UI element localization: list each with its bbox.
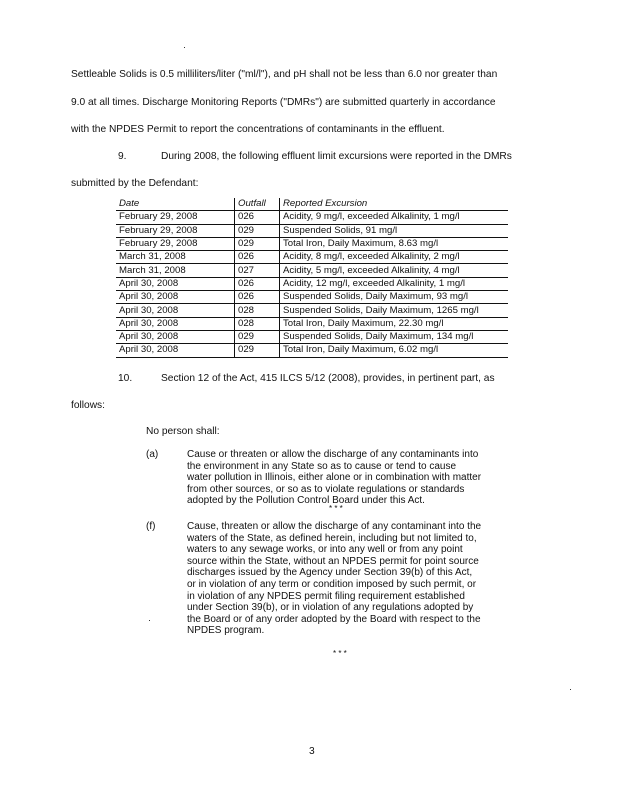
date-cell: April 30, 2008 — [116, 291, 235, 304]
header-date: Date — [116, 198, 235, 211]
subsection-label-f: (f) — [146, 521, 156, 532]
excursion-cell: Acidity, 9 mg/l, exceeded Alkalinity, 1 mg/l — [280, 211, 509, 224]
text-line: with the NPDES Permit to report the concentrations of contaminants in the effluent. — [71, 124, 445, 135]
header-excursion: Reported Excursion — [280, 198, 509, 211]
quote-line: the Board or of any order adopted by the Board with respect to the — [187, 613, 481, 625]
text-line: 9.0 at all times. Discharge Monitoring Reports ("DMRs") are submitted quarterly in accordance — [71, 97, 496, 108]
date-cell: April 30, 2008 — [116, 344, 235, 357]
outfall-cell: 029 — [235, 237, 280, 250]
outfall-cell: 027 — [235, 264, 280, 277]
page-number: 3 — [309, 746, 315, 757]
table-row — [116, 264, 508, 277]
excursion-cell: Suspended Solids, Daily Maximum, 134 mg/l — [280, 330, 509, 343]
excursion-cell: Suspended Solids, Daily Maximum, 93 mg/l — [280, 291, 509, 304]
outfall-cell: 026 — [235, 291, 280, 304]
date-cell: March 31, 2008 — [116, 251, 235, 264]
excursion-cell: Acidity, 8 mg/l, exceeded Alkalinity, 2 mg/l — [280, 251, 509, 264]
quote-line: discharges issued by the Agency under Section 39(b) of this Act, — [187, 567, 473, 579]
text-line: Section 12 of the Act, 415 ILCS 5/12 (2008), provides, in pertinent part, as — [161, 373, 495, 384]
outfall-cell: 029 — [235, 330, 280, 343]
date-cell: April 30, 2008 — [116, 317, 235, 330]
table-header-row — [116, 198, 508, 211]
text-line: During 2008, the following effluent limit excursions were reported in the DMRs — [161, 151, 512, 162]
date-cell: March 31, 2008 — [116, 264, 235, 277]
table-row — [116, 211, 508, 224]
outfall-cell: 028 — [235, 317, 280, 330]
outfall-cell: 026 — [235, 251, 280, 264]
quote-line: or in violation of any term or condition imposed by such permit, or — [187, 579, 477, 590]
outfall-cell: 028 — [235, 304, 280, 317]
table-row — [116, 277, 508, 290]
paragraph-number: 9. — [118, 151, 127, 162]
ellipsis: * * * — [329, 504, 343, 513]
quote-line: from other sources, or so as to violate regulations or standards — [187, 483, 465, 495]
scan-speck — [570, 689, 571, 690]
table-row — [116, 291, 508, 304]
date-cell: February 29, 2008 — [116, 237, 235, 250]
quote-line: under Section 39(b), or in violation of any regulations adopted by — [187, 602, 474, 614]
text-line: follows: — [71, 400, 105, 411]
table-row — [116, 224, 508, 237]
quote-line: Cause or threaten or allow the discharge of any contaminants into — [187, 449, 479, 460]
quote-line: waters to any sewage works, or into any well or from any point — [187, 544, 463, 556]
table-row — [116, 237, 508, 250]
table-row — [116, 304, 508, 317]
outfall-cell: 026 — [235, 211, 280, 224]
outfall-cell: 029 — [235, 344, 280, 357]
outfall-cell: 026 — [235, 277, 280, 290]
excursion-cell: Total Iron, Daily Maximum, 6.02 mg/l — [280, 344, 509, 357]
quote-intro: No person shall: — [146, 426, 220, 437]
scan-speck — [149, 620, 150, 621]
text-line: submitted by the Defendant: — [71, 178, 199, 189]
date-cell: April 30, 2008 — [116, 277, 235, 290]
quote-line: waters of the State, as defined herein, including but not limited to, — [187, 532, 477, 544]
quote-line: Cause, threaten or allow the discharge of any contaminant into the — [187, 521, 482, 532]
quote-line: source within the State, without an NPDES permit for point source — [187, 555, 479, 567]
excursion-cell: Acidity, 12 mg/l, exceeded Alkalinity, 1 mg/l — [280, 277, 509, 290]
quote-line: in violation of any NPDES permit filing requirement established — [187, 590, 465, 602]
table-row — [116, 344, 508, 357]
date-cell: April 30, 2008 — [116, 330, 235, 343]
outfall-cell: 029 — [235, 224, 280, 237]
header-outfall: Outfall — [235, 198, 280, 211]
excursion-cell: Total Iron, Daily Maximum, 22.30 mg/l — [280, 317, 509, 330]
excursions-table — [116, 198, 508, 358]
date-cell: April 30, 2008 — [116, 304, 235, 317]
paragraph-number: 10. — [118, 373, 133, 384]
ellipsis: * * * — [333, 649, 347, 658]
quote-line: NPDES program. — [187, 625, 265, 637]
scan-speck — [184, 47, 185, 48]
table-row — [116, 330, 508, 343]
excursion-cell: Acidity, 5 mg/l, exceeded Alkalinity, 4 mg/l — [280, 264, 509, 277]
quote-line: adopted by the Pollution Control Board under this Act. — [187, 495, 425, 507]
table-row — [116, 317, 508, 330]
excursion-cell: Suspended Solids, 91 mg/l — [280, 224, 509, 237]
date-cell: February 29, 2008 — [116, 211, 235, 224]
text-line: Settleable Solids is 0.5 milliliters/liter ("ml/l"), and pH shall not be less than 6.0 nor greater than — [71, 69, 498, 80]
quote-line: water pollution in Illinois, either alone or in combination with matter — [187, 472, 482, 484]
excursion-cell: Suspended Solids, Daily Maximum, 1265 mg/l — [280, 304, 509, 317]
quote-line: the environment in any State so as to cause or tend to cause — [187, 460, 457, 472]
date-cell: February 29, 2008 — [116, 224, 235, 237]
table-row — [116, 251, 508, 264]
subsection-label-a: (a) — [146, 449, 159, 460]
excursion-cell: Total Iron, Daily Maximum, 8.63 mg/l — [280, 237, 509, 250]
